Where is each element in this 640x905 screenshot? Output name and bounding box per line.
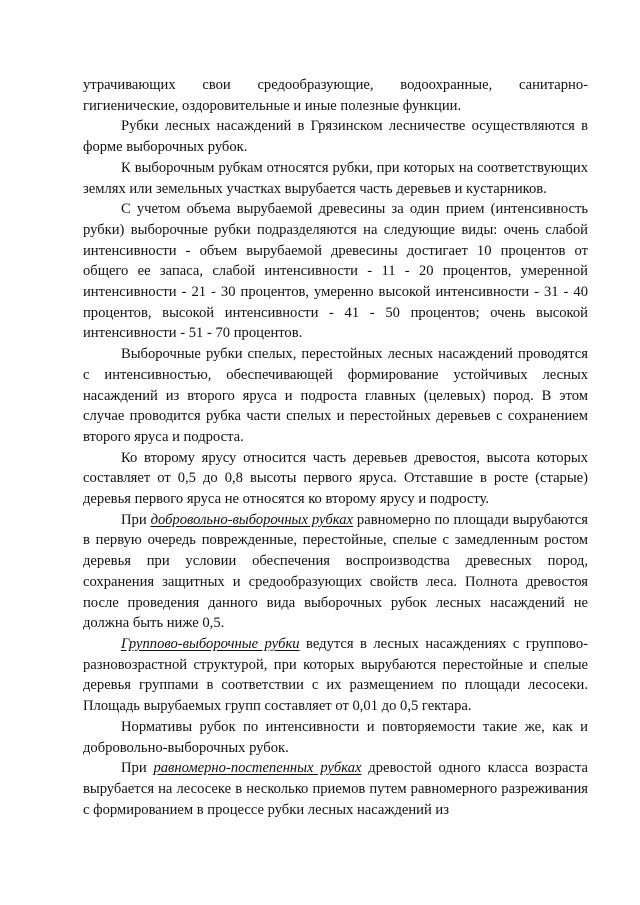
paragraph-text: Ко второму ярусу относится часть деревьев древостоя, высота которых составляет от 0,5 до 0,8 высоты первого яруса. Отставшие в росте (старые) деревья первого яруса не относятся ко второму ярусу и подросту. — [83, 449, 588, 508]
paragraph-text: Рубки лесных насаждений в Грязинском лесничестве осуществляются в форме выборочных рубок. — [83, 118, 588, 156]
italic-underlined-term: добровольно-выборочных рубках — [150, 511, 353, 528]
paragraph — [83, 510, 588, 634]
paragraph-text: утрачивающих свои средообразующие, водоохранные, санитарно-гигиенические, оздоровительные и иные полезные функции. — [83, 77, 588, 114]
paragraph — [83, 448, 588, 510]
paragraph — [83, 158, 588, 199]
paragraph — [83, 75, 588, 116]
paragraph-text: При — [121, 511, 151, 528]
paragraph-text: При — [121, 760, 154, 777]
italic-underlined-term: Группово-выборочные рубки — [121, 635, 300, 652]
paragraph-text: К выборочным рубкам относятся рубки, при которых на соответствующих землях или земельных участках вырубается часть деревьев и кустарников. — [83, 159, 588, 197]
paragraph — [83, 717, 588, 758]
paragraph — [83, 344, 588, 448]
paragraph — [83, 116, 588, 157]
document-page — [83, 75, 588, 820]
paragraph-text: ведутся в лесных насаждениях с группово-разновозрастной структурой, при которых вырубаются перестойные и спелые деревья группами в соответствии с их размещением по площади лесосеки. Площадь вырубаемых групп составляет от 0,01 до 0,5 гектара. — [83, 635, 588, 715]
paragraph-text: Выборочные рубки спелых, перестойных лесных насаждений проводятся с интенсивностью, обеспечивающей формирование устойчивых лесных насаждений из второго яруса и подроста главных (целевых) пород. В этом случае проводится рубка части спелых и перестойных деревьев с сохранением второго яруса и подроста. — [83, 346, 588, 445]
paragraph-text: древостой одного класса возраста вырубается на лесосеке в несколько приемов путем равномерного разреживания с формированием в процессе рубки лесных насаждений из — [83, 760, 588, 818]
paragraph — [83, 634, 588, 717]
paragraph — [83, 758, 588, 820]
italic-underlined-term: равномерно-постепенных рубках — [153, 760, 362, 777]
paragraph-text: равномерно по площади вырубаются в первую очередь поврежденные, перестойные, спелые с замедленным ростом деревья при условии обеспечения воспроизводства древесных пород, сохранения защитных и средообразующих свойств леса. Полнота древостоя после проведения данного вида выборочных рубок лесных насаждений не должна быть ниже 0,5. — [83, 511, 588, 632]
paragraph-text: С учетом объема вырубаемой древесины за один прием (интенсивность рубки) выборочные рубки подразделяются на следующие виды: очень слабой интенсивности - объем вырубаемой древесины достигает 10 процентов от общего ее запаса, слабой интенсивности - 11 - 20 процентов, умеренной интенсивности - 21 - 30 процентов, умеренно высокой интенсивности - 31 - 40 процентов, высокой интенсивности - 41 - 50 процентов; очень высокой интенсивности - 51 - 70 процентов. — [83, 201, 588, 342]
paragraph — [83, 199, 588, 344]
paragraph-text: Нормативы рубок по интенсивности и повторяемости такие же, как и добровольно-выборочных рубок. — [83, 718, 588, 756]
